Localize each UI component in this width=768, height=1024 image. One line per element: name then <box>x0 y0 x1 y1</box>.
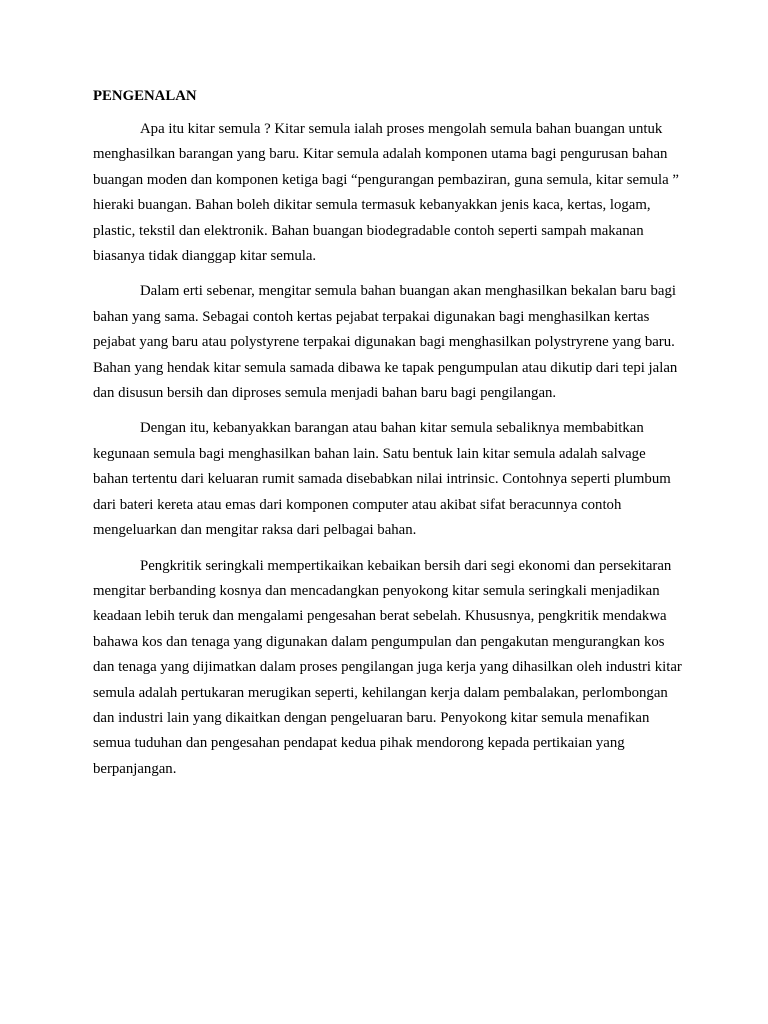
paragraph-1: Apa itu kitar semula ? Kitar semula ialah proses mengolah semula bahan buangan untuk menghasilkan barangan yang baru. Kitar semula adalah komponen utama bagi pengurusan bahan buangan moden dan komponen ketiga bagi “pengurangan pembaziran, guna semula, kitar semula ” hieraki buangan. Bahan boleh dikitar semula termasuk kebanyakkan jenis kaca, kertas, logam, plastic, tekstil dan elektronik. Bahan buangan biodegradable contoh seperti sampah makanan biasanya tidak dianggap kitar semula. <box>93 121 679 265</box>
document-body <box>93 84 683 792</box>
paragraph-2: Dalam erti sebenar, mengitar semula bahan buangan akan menghasilkan bekalan baru bagi bahan yang sama. Sebagai contoh kertas pejabat terpakai digunakan bagi menghasilkan kertas pejabat yang baru atau polystyrene terpakai digunakan bagi menghasilkan polystryrene yang baru. Bahan yang hendak kitar semula samada dibawa ke tapak pengumpulan atau dikutip dari tepi jalan dan disusun bersih dan diproses semula menjadi bahan baru bagi pengilangan. <box>93 283 678 402</box>
paragraph-3: Dengan itu, kebanyakkan barangan atau bahan kitar semula sebaliknya membabitkan kegunaan semula bagi menghasilkan bahan lain. Satu bentuk lain kitar semula adalah salvage bahan tertentu dari keluaran rumit samada disebabkan nilai intrinsic. Contohnya seperti plumbum dari bateri kereta atau emas dari komponen computer atau akibat sifat beracunnya contoh mengeluarkan dan mengitar raksa dari pelbagai bahan. <box>93 420 671 539</box>
section-heading: PENGENALAN <box>93 88 197 104</box>
paragraph-4: Pengkritik seringkali mempertikaikan kebaikan bersih dari segi ekonomi dan persekitaran mengitar berbanding kosnya dan mencadangkan penyokong kitar semula seringkali menjadikan keadaan lebih teruk dan mengalami pengesahan berat sebelah. Khususnya, pengkritik mendakwa bahawa kos dan tenaga yang digunakan dalam pengumpulan dan pengakutan mengurangkan kos dan tenaga yang dijimatkan dalam proses pengilangan juga kerja yang dihasilkan oleh industri kitar semula adalah pertukaran merugikan seperti, kehilangan kerja dalam pembalakan, perlombongan dan industri lain yang dikaitkan dengan pengeluaran baru. Penyokong kitar semula menafikan semua tuduhan dan pengesahan pendapat kedua pihak mendorong kepada pertikaian yang berpanjangan. <box>93 557 682 777</box>
